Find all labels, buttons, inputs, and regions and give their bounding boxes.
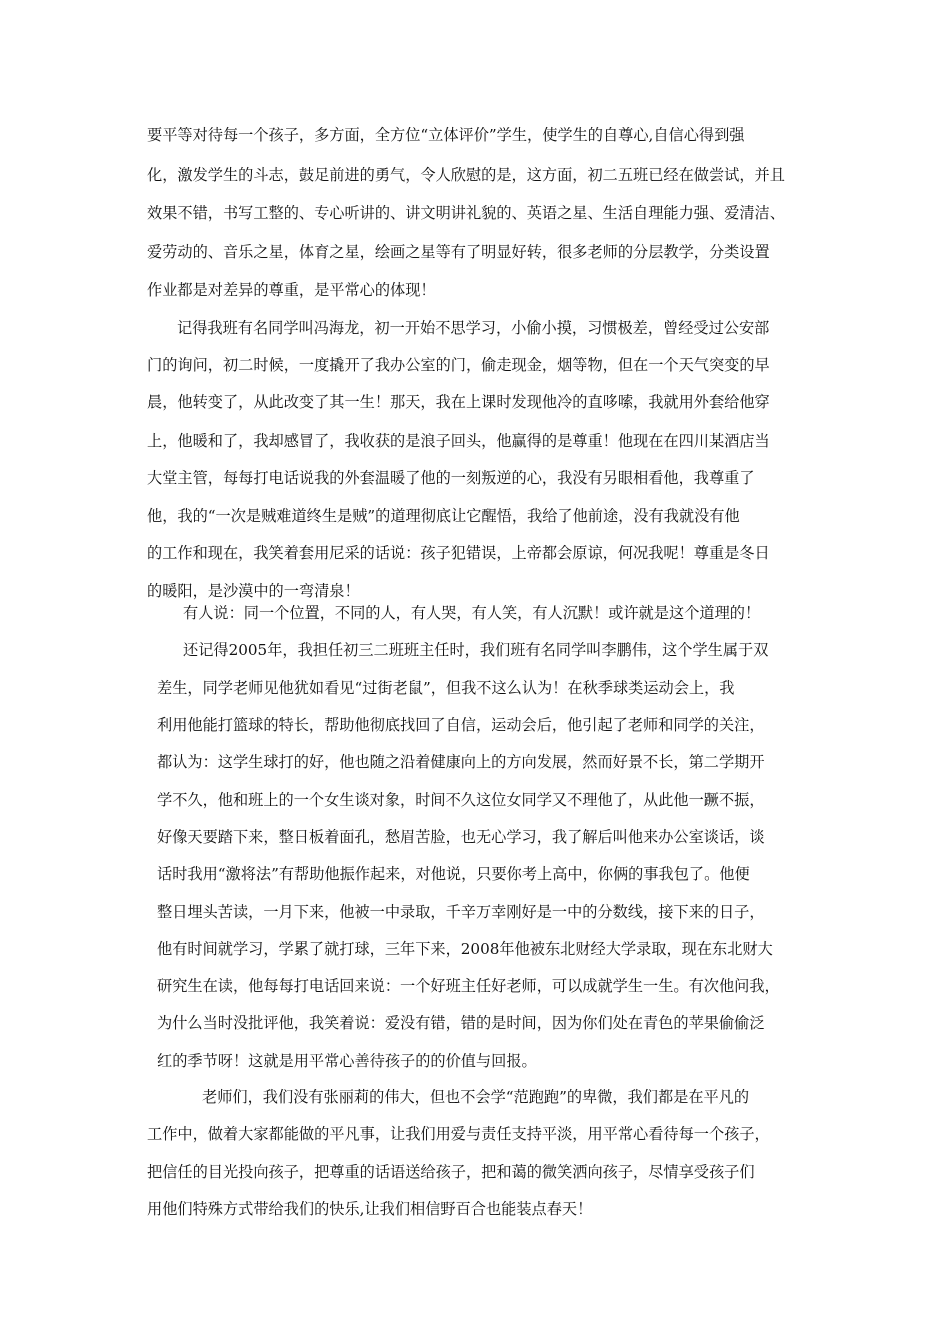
text-line: 老师们，我们没有张丽莉的伟大，但也不会学“范跑跑”的卑微，我们都是在平凡的 [202, 1088, 750, 1106]
text-line: 差生，同学老师见他犹如看见“过街老鼠”，但我不这么认为！在秋季球类运动会上，我 [157, 679, 735, 697]
text-line: 他，我的“一次是贼难道终生是贼”的道理彻底让它醒悟，我给了他前途，没有我就没有他 [147, 507, 740, 525]
text-line: 还记得2005年，我担任初三二班班主任时，我们班有名同学叫李鹏伟，这个学生属于双 [183, 641, 769, 659]
text-line: 门的询问，初二时候，一度撬开了我办公室的门，偷走现金，烟等物，但在一个天气突变的早 [147, 356, 770, 374]
text-line: 他有时间就学习，学累了就打球，三年下来，2008年他被东北财经大学录取，现在东北财大 [157, 940, 773, 958]
text-line: 好像天要踏下来，整日板着面孔，愁眉苦脸，也无心学习，我了解后叫他来办公室谈话，谈 [157, 828, 765, 846]
text-line: 研究生在读，他每每打电话回来说：一个好班主任好老师，可以成就学生一生。有次他问我， [157, 977, 780, 995]
text-line: 记得我班有名同学叫冯海龙，初一开始不思学习，小偷小摸，习惯极差，曾经受过公安部 [177, 319, 770, 337]
text-line: 上，他暖和了，我却感冒了，我收获的是浪子回头，他赢得的是尊重！他现在在四川某酒店当 [147, 432, 770, 450]
text-line: 工作中，做着大家都能做的平凡事，让我们用爱与责任支持平淡，用平常心看待每一个孩子， [147, 1125, 770, 1143]
text-line: 有人说：同一个位置，不同的人，有人哭，有人笑，有人沉默！或许就是这个道理的！ [183, 604, 761, 622]
text-line: 爱劳动的、音乐之星，体育之星，绘画之星等有了明显好转，很多老师的分层教学，分类设置 [147, 243, 770, 261]
text-line: 大堂主管，每每打电话说我的外套温暖了他的一刻叛逆的心，我没有另眼相看他，我尊重了 [147, 469, 755, 487]
text-line: 的暖阳，是沙漠中的一弯清泉！ [147, 582, 360, 600]
text-line: 晨，他转变了，从此改变了其一生！那天，我在上课时发现他冷的直哆嗦，我就用外套给他穿 [147, 393, 770, 411]
text-line: 都认为：这学生球打的好，他也随之沿着健康向上的方向发展，然而好景不长，第二学期开 [157, 753, 765, 771]
text-line: 利用他能打篮球的特长，帮助他彻底找回了自信，运动会后，他引起了老师和同学的关注， [157, 716, 765, 734]
text-line: 的工作和现在，我笑着套用尼采的话说：孩子犯错误，上帝都会原谅，何况我呢！尊重是冬日 [147, 544, 770, 562]
text-line: 化，激发学生的斗志，鼓足前进的勇气，令人欣慰的是，这方面，初二五班已经在做尝试，并且 [147, 166, 785, 184]
text-line: 话时我用“激将法”有帮助他振作起来，对他说，只要你考上高中，你俩的事我包了。他便 [157, 865, 750, 883]
text-line: 整日埋头苦读，一月下来，他被一中录取，千辛万幸刚好是一中的分数线，接下来的日子， [157, 903, 765, 921]
text-line: 用他们特殊方式带给我们的快乐,让我们相信野百合也能装点春天！ [147, 1200, 593, 1218]
text-line: 学不久，他和班上的一个女生谈对象，时间不久这位女同学又不理他了，从此他一蹶不振， [157, 791, 765, 809]
text-line: 把信任的目光投向孩子，把尊重的话语送给孩子，把和蔼的微笑洒向孩子，尽情享受孩子们 [147, 1163, 755, 1181]
text-line: 作业都是对差异的尊重，是平常心的体现！ [147, 281, 436, 299]
text-line: 效果不错，书写工整的、专心听讲的、讲文明讲礼貌的、英语之星、生活自理能力强、爱清洁、 [147, 204, 785, 222]
text-line: 为什么当时没批评他，我笑着说：爱没有错，错的是时间，因为你们处在青色的苹果偷偷泛 [157, 1014, 765, 1032]
text-line: 要平等对待每一个孩子，多方面，全方位“立体评价”学生，使学生的自尊心,自信心得到强 [147, 126, 745, 144]
text-line: 红的季节呀！这就是用平常心善待孩子的的价值与回报。 [157, 1052, 537, 1070]
